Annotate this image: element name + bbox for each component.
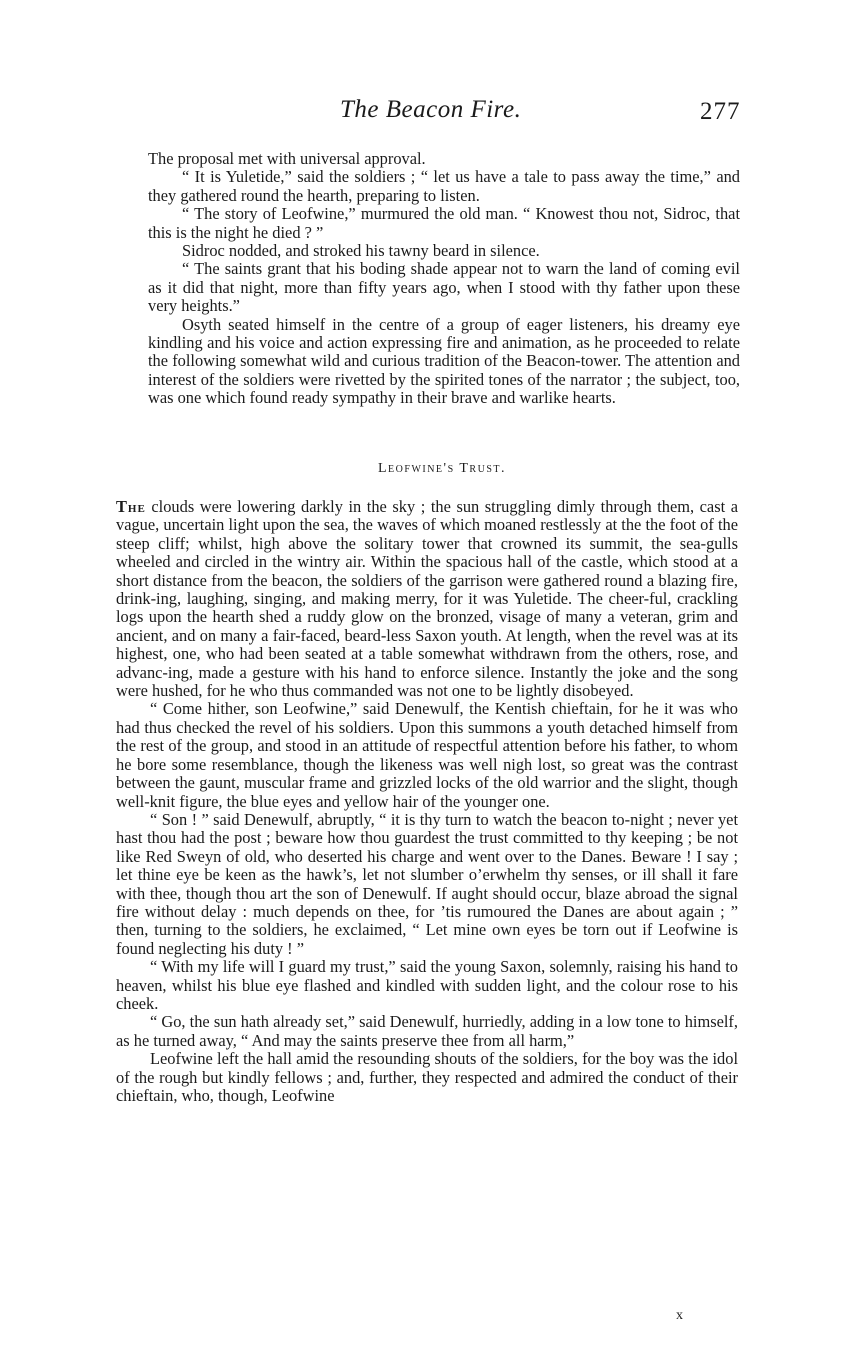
paragraph: “ The story of Leofwine,” murmured the old man. “ Knowest thou not, Sidroc, that this is the night he died ? ”: [148, 204, 740, 242]
story-text: [116, 498, 738, 1105]
paragraph-text: clouds were lowering darkly in the sky ; the sun struggling dimly through them, cast a vague, uncertain light upon the sea, the waves of which moaned restlessly at the the foot of the steep cliff; whilst, high above the solitary tower that crowned its summit, the sea-gulls wheeled and circled in the wintry air. Within the spacious hall of the castle, which stood at a short distance from the beacon, the soldiers of the garrison were gathered round a blazing fire, drink-ing, laughing, singing, and making merry, for it was Yuletide. The cheer-ful, crackling logs upon the hearth shed a ruddy glow on the bronzed, visage of many a veteran, grim and ancient, and on many a fair-faced, beard-less Saxon youth. At length, when the revel was at its highest, one, who had been seated at a table somewhat withdrawn from the others, rose, and advanc-ing, made a gesture with his hand to enforce silence. Instantly the joke and the song were hushed, for he who thus commanded was not one to be lightly disobeyed.: [116, 497, 738, 701]
signature-mark: x: [676, 1308, 683, 1323]
paragraph: The proposal met with universal approval.: [148, 149, 426, 168]
paragraph: Osyth seated himself in the centre of a group of eager listeners, his dreamy eye kindling and his voice and action expressing fire and animation, as he proceeded to relate the following somewhat wild and curious tradition of the Beacon-tower. The attention and interest of the soldiers were rivetted by the spirited tones of the narrator ; the subject, too, was one which found ready sympathy in their brave and warlike hearts.: [148, 314, 740, 408]
intro-text: [148, 150, 740, 408]
dropcap: The: [116, 497, 146, 516]
paragraph: “ Go, the sun hath already set,” said Denewulf, hurriedly, adding in a low tone to himself, as he turned away, “ And may the saints preserve thee from all harm,”: [116, 1012, 738, 1050]
paragraph: “ Come hither, son Leofwine,” said Denewulf, the Kentish chieftain, for he it was who had thus checked the revel of his soldiers. Upon this summons a youth detached himself from the rest of the group, and stood in an attitude of respectful attention before his father, to whom he bore some resemblance, though the likeness was well nigh lost, so great was the contrast between the gaunt, muscular frame and grizzled locks of the old warrior and the slight, though well-knit figure, the blue eyes and yellow hair of the younger one.: [116, 699, 738, 811]
page-number: 277: [700, 98, 741, 125]
paragraph: “ Son ! ” said Denewulf, abruptly, “ it is thy turn to watch the beacon to-night ; never yet hast thou had the post ; beware how thou guardest the trust committed to thy keeping ; be not like Red Sweyn of old, who deserted his charge and went over to the Danes. Beware ! I say ; let thine eye be keen as the hawk’s, let not slumber o’erwhelm thy senses, or ill shall it fare with thee, though thou art the son of Denewulf. If aught should occur, blaze abroad the signal fire without delay : much depends on thee, for ’tis rumoured the Danes are about again ; ” then, turning to the soldiers, he exclaimed, “ Let mine own eyes be torn out if Leofwine is found neglecting his duty ! ”: [116, 809, 738, 958]
running-head: [0, 96, 854, 136]
paragraph: Leofwine left the hall amid the resounding shouts of the soldiers, for the boy was the idol of the rough but kindly fellows ; and, further, they respected and admired the conduct of their chieftain, who, though, Leofwine: [116, 1049, 738, 1105]
paragraph: “ With my life will I guard my trust,” said the young Saxon, solemnly, raising his hand to heaven, whilst his blue eye flashed and kindled with sudden light, and the colour rose to his cheek.: [116, 957, 738, 1013]
paragraph: “ The saints grant that his boding shade appear not to warn the land of coming evil as it did that night, more than fifty years ago, when I stood with thy father upon these very heights.”: [148, 259, 740, 316]
paragraph: “ It is Yuletide,” said the soldiers ; “ let us have a tale to pass away the time,” and they gathered round the hearth, preparing to listen.: [148, 167, 740, 205]
paragraph: Sidroc nodded, and stroked his tawny beard in silence.: [182, 241, 540, 261]
running-title: The Beacon Fire.: [340, 96, 522, 123]
paragraph: [116, 498, 738, 700]
section-title: Leofwine's Trust.: [378, 461, 506, 476]
